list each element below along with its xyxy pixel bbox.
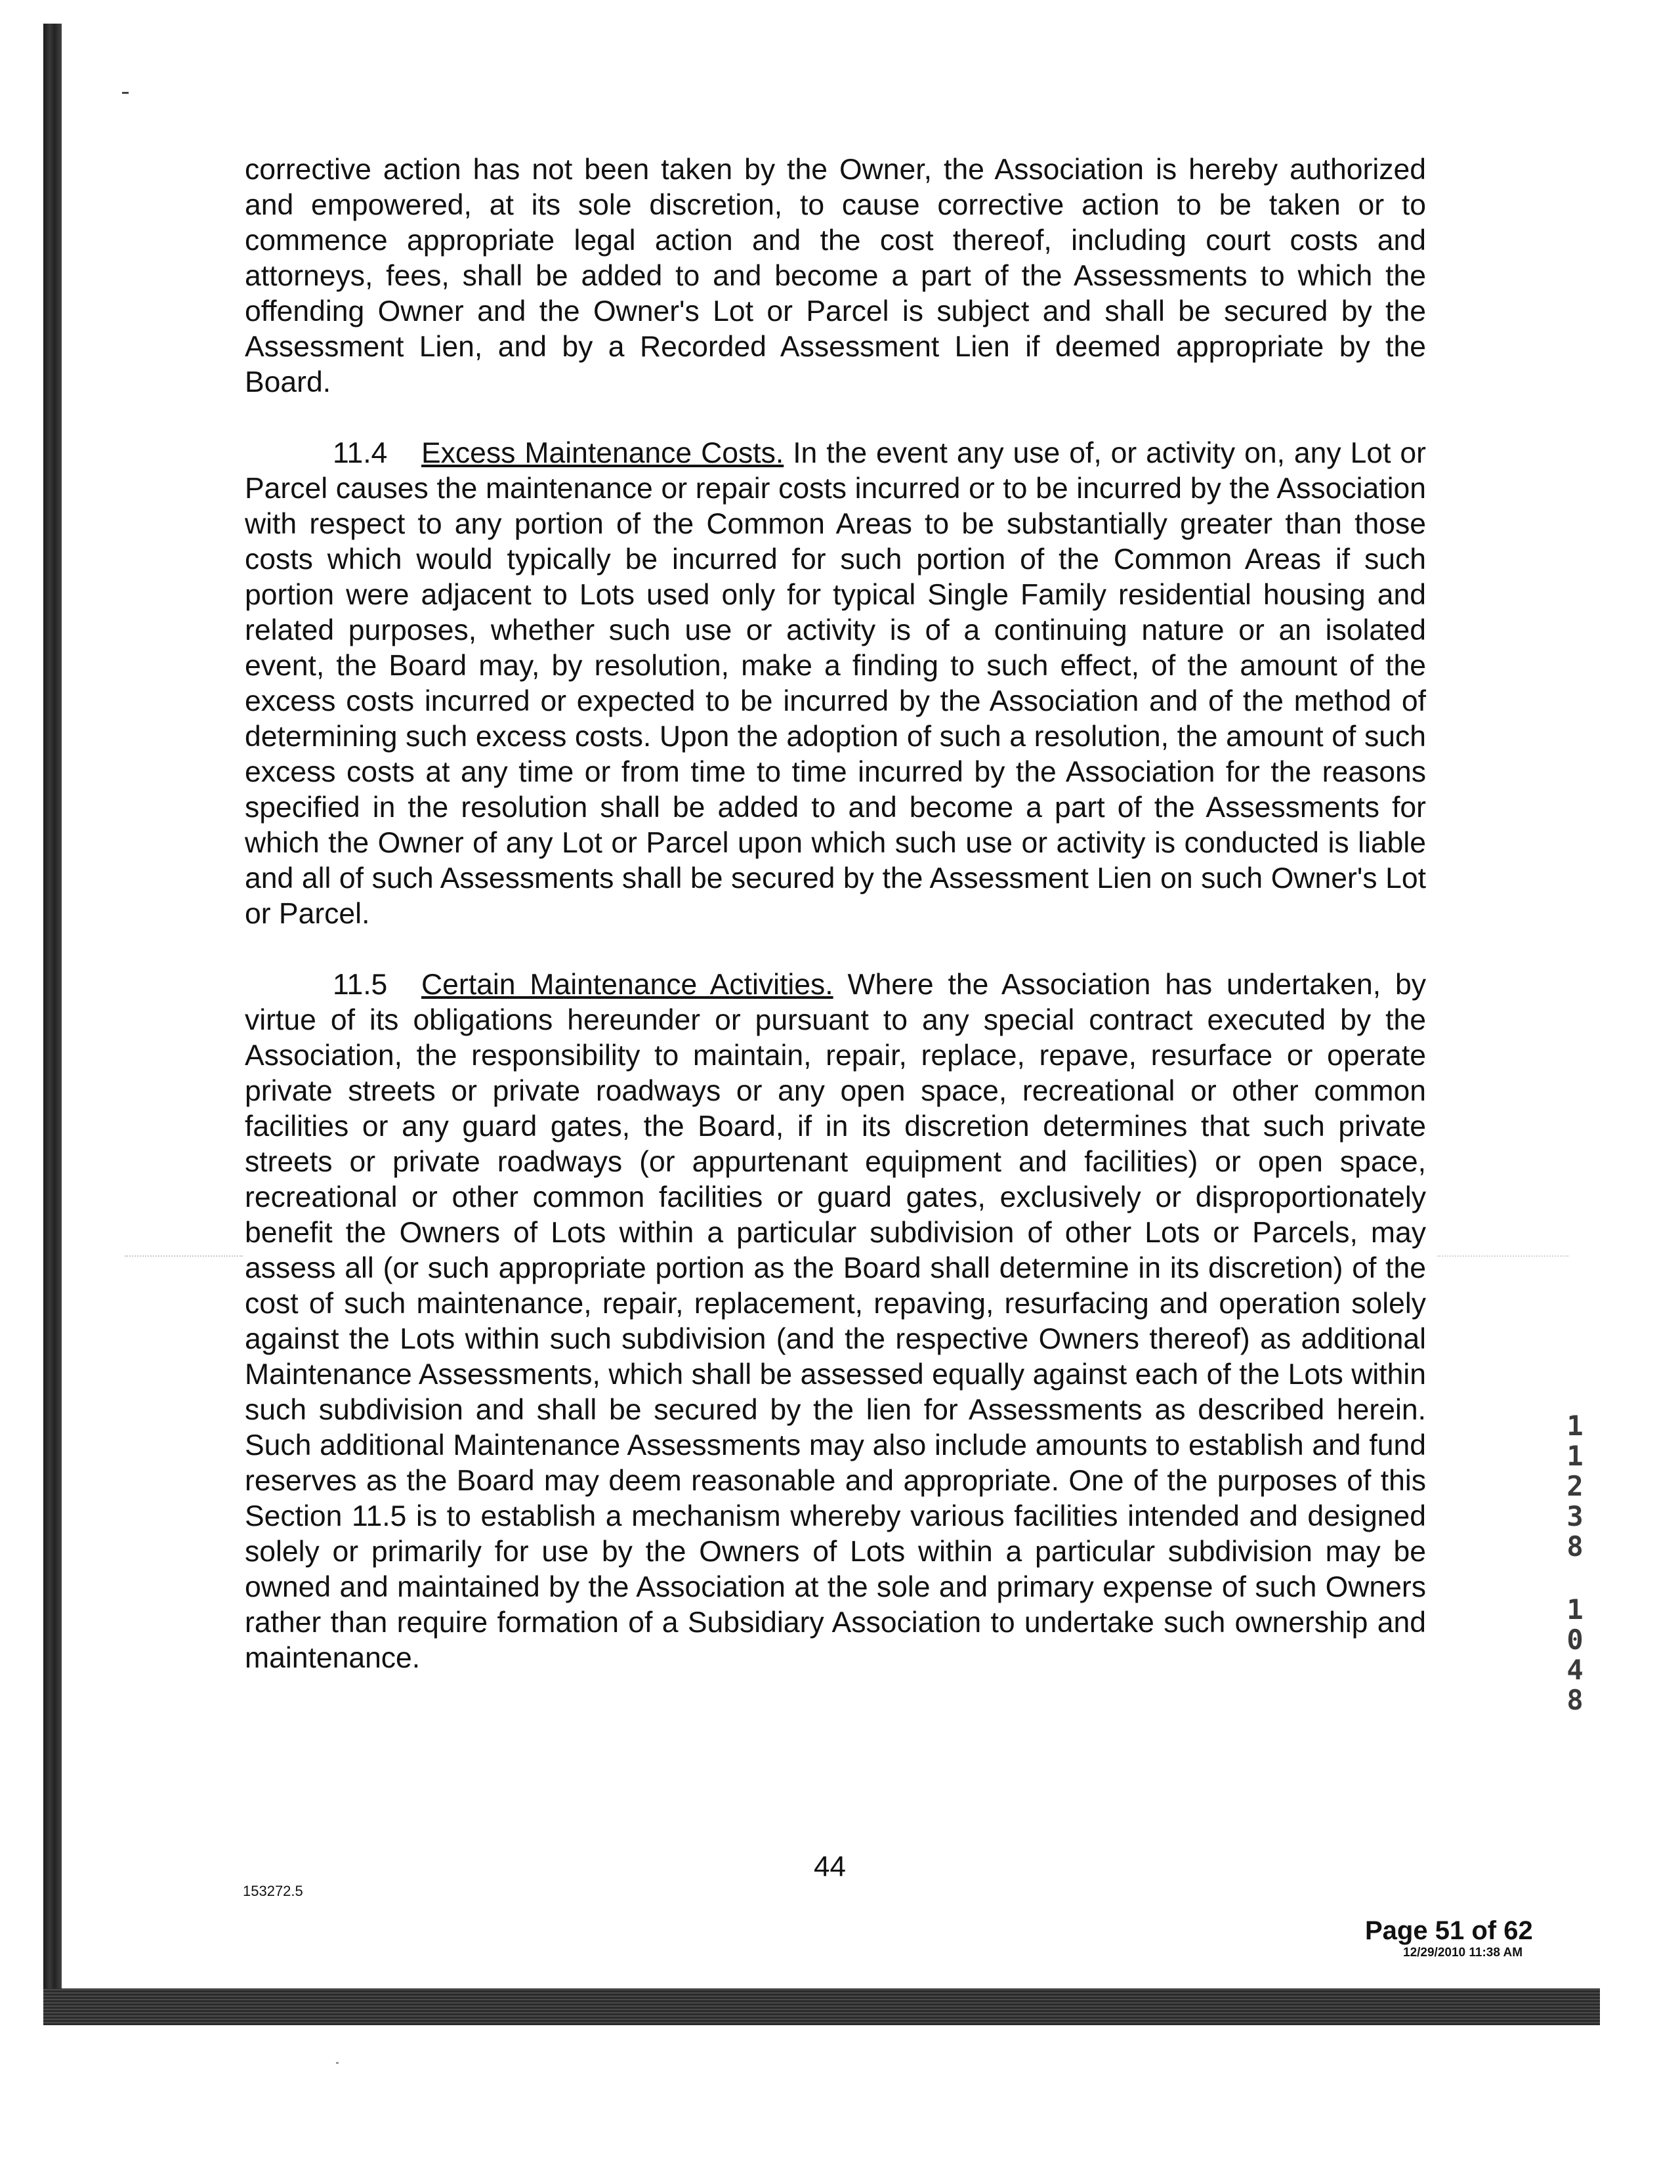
stamp-digit: 0: [1566, 1624, 1584, 1656]
scan-speck: [336, 2062, 339, 2064]
document-id: 153272.5: [243, 1883, 303, 1899]
stamp-digit: 2: [1566, 1470, 1584, 1502]
section-title: Excess Maintenance Costs.: [421, 437, 784, 469]
stamp-digit: 1: [1566, 1410, 1584, 1442]
stamp-digit: 4: [1566, 1654, 1584, 1686]
paragraph-continuation: corrective action has not been taken by the Owner, the Association is hereby authorized and empowered, at its sole discretion, to cause corrective action to be taken or to commence appropriate legal action and the cost thereof, including court costs and attorneys, fees, shall be added to and become a part of the Assessments to which the offending Owner and the Owner's Lot or Parcel is subject and shall be secured by the Assessment Lien, and by a Recorded Assessment Lien if deemed appropriate by the Board.: [245, 154, 1426, 398]
scan-artifact-line: [125, 1255, 243, 1257]
stamp-digit: 1: [1566, 1593, 1584, 1626]
scan-artifact-line: [1437, 1255, 1568, 1257]
scan-border-left: [43, 24, 62, 2025]
scan-border-bottom: [43, 1988, 1600, 2025]
recording-stamp-vertical-2: [1562, 1595, 1588, 1715]
page-number: 44: [814, 1851, 846, 1883]
scan-speck: [122, 92, 129, 94]
document-body: [245, 152, 1426, 1712]
stamp-digit: 1: [1566, 1440, 1584, 1472]
date-stamp: 12/29/2010 11:38 AM: [1403, 1946, 1523, 1960]
section-body: In the event any use of, or activity on, any Lot or Parcel causes the maintenance or repair costs incurred or to be incurred by the Association with respect to any portion of the Common Areas to be substantially greater than those costs which would typically be incurred for such portion of the Common Areas if such portion were adjacent to Lots used only for typical Single Family residential housing and related purposes, whether such use or activity is of a continuing nature or an isolated event, the Board may, by resolution, make a finding to such effect, of the amount of the excess costs incurred or expected to be incurred by the Association and of the method of determining such excess costs. Upon the adoption of such a resolution, the amount of such excess costs at any time or from time to time incurred by the Association for the reasons specified in the resolution shall be added to and become a part of the Assessments for which the Owner of any Lot or Parcel upon which such use or activity is conducted is liable and all of such Assessments shall be secured by the Assessment Lien on such Owner's Lot or Parcel.: [245, 437, 1426, 930]
section-body: Where the Association has undertaken, by virtue of its obligations hereunder or pursuant to any special contract executed by the Association, the responsibility to maintain, repair, replace, repave, resurface or operate private streets or private roadways or any open space, recreational or other common facilities or any guard gates, the Board, if in its discretion determines that such private streets or private roadways (or appurtenant equipment and facilities) or open space, recreational or other common facilities or guard gates, exclusively or disproportionately benefit the Owners of Lots within a particular subdivision of other Lots or Parcels, may assess all (or such appropriate portion as the Board shall determine in its discretion) of the cost of such maintenance, repair, replacement, repaving, resurfacing and operation solely against the Lots within such subdivision (and the respective Owners thereof) as additional Maintenance Assessments, which shall be assessed equally against each of the Lots within such subdivision and shall be secured by the lien for Assessments as described herein. Such additional Maintenance Assessments may also include amounts to establish and fund reserves as the Board may deem reasonable and appropriate. One of the purposes of this Section 11.5 is to establish a mechanism whereby various facilities intended and designed solely or primarily for use by the Owners of Lots within a particular subdivision may be owned and maintained by the Association at the sole and primary expense of such Owners rather than require formation of a Subsidiary Association to undertake such ownership and maintenance.: [245, 969, 1427, 1674]
stamp-digit: 8: [1566, 1530, 1584, 1563]
section-number: 11.5: [333, 969, 388, 1001]
section-title: Certain Maintenance Activities.: [421, 969, 833, 1001]
section-11-5: [245, 967, 1426, 1676]
stamp-digit: 3: [1566, 1500, 1584, 1532]
page-count-stamp: Page 51 of 62: [1365, 1916, 1533, 1945]
section-number: 11.4: [333, 437, 388, 469]
recording-stamp-vertical-1: [1562, 1411, 1588, 1562]
stamp-digit: 8: [1566, 1684, 1584, 1716]
section-11-4: [245, 436, 1426, 932]
